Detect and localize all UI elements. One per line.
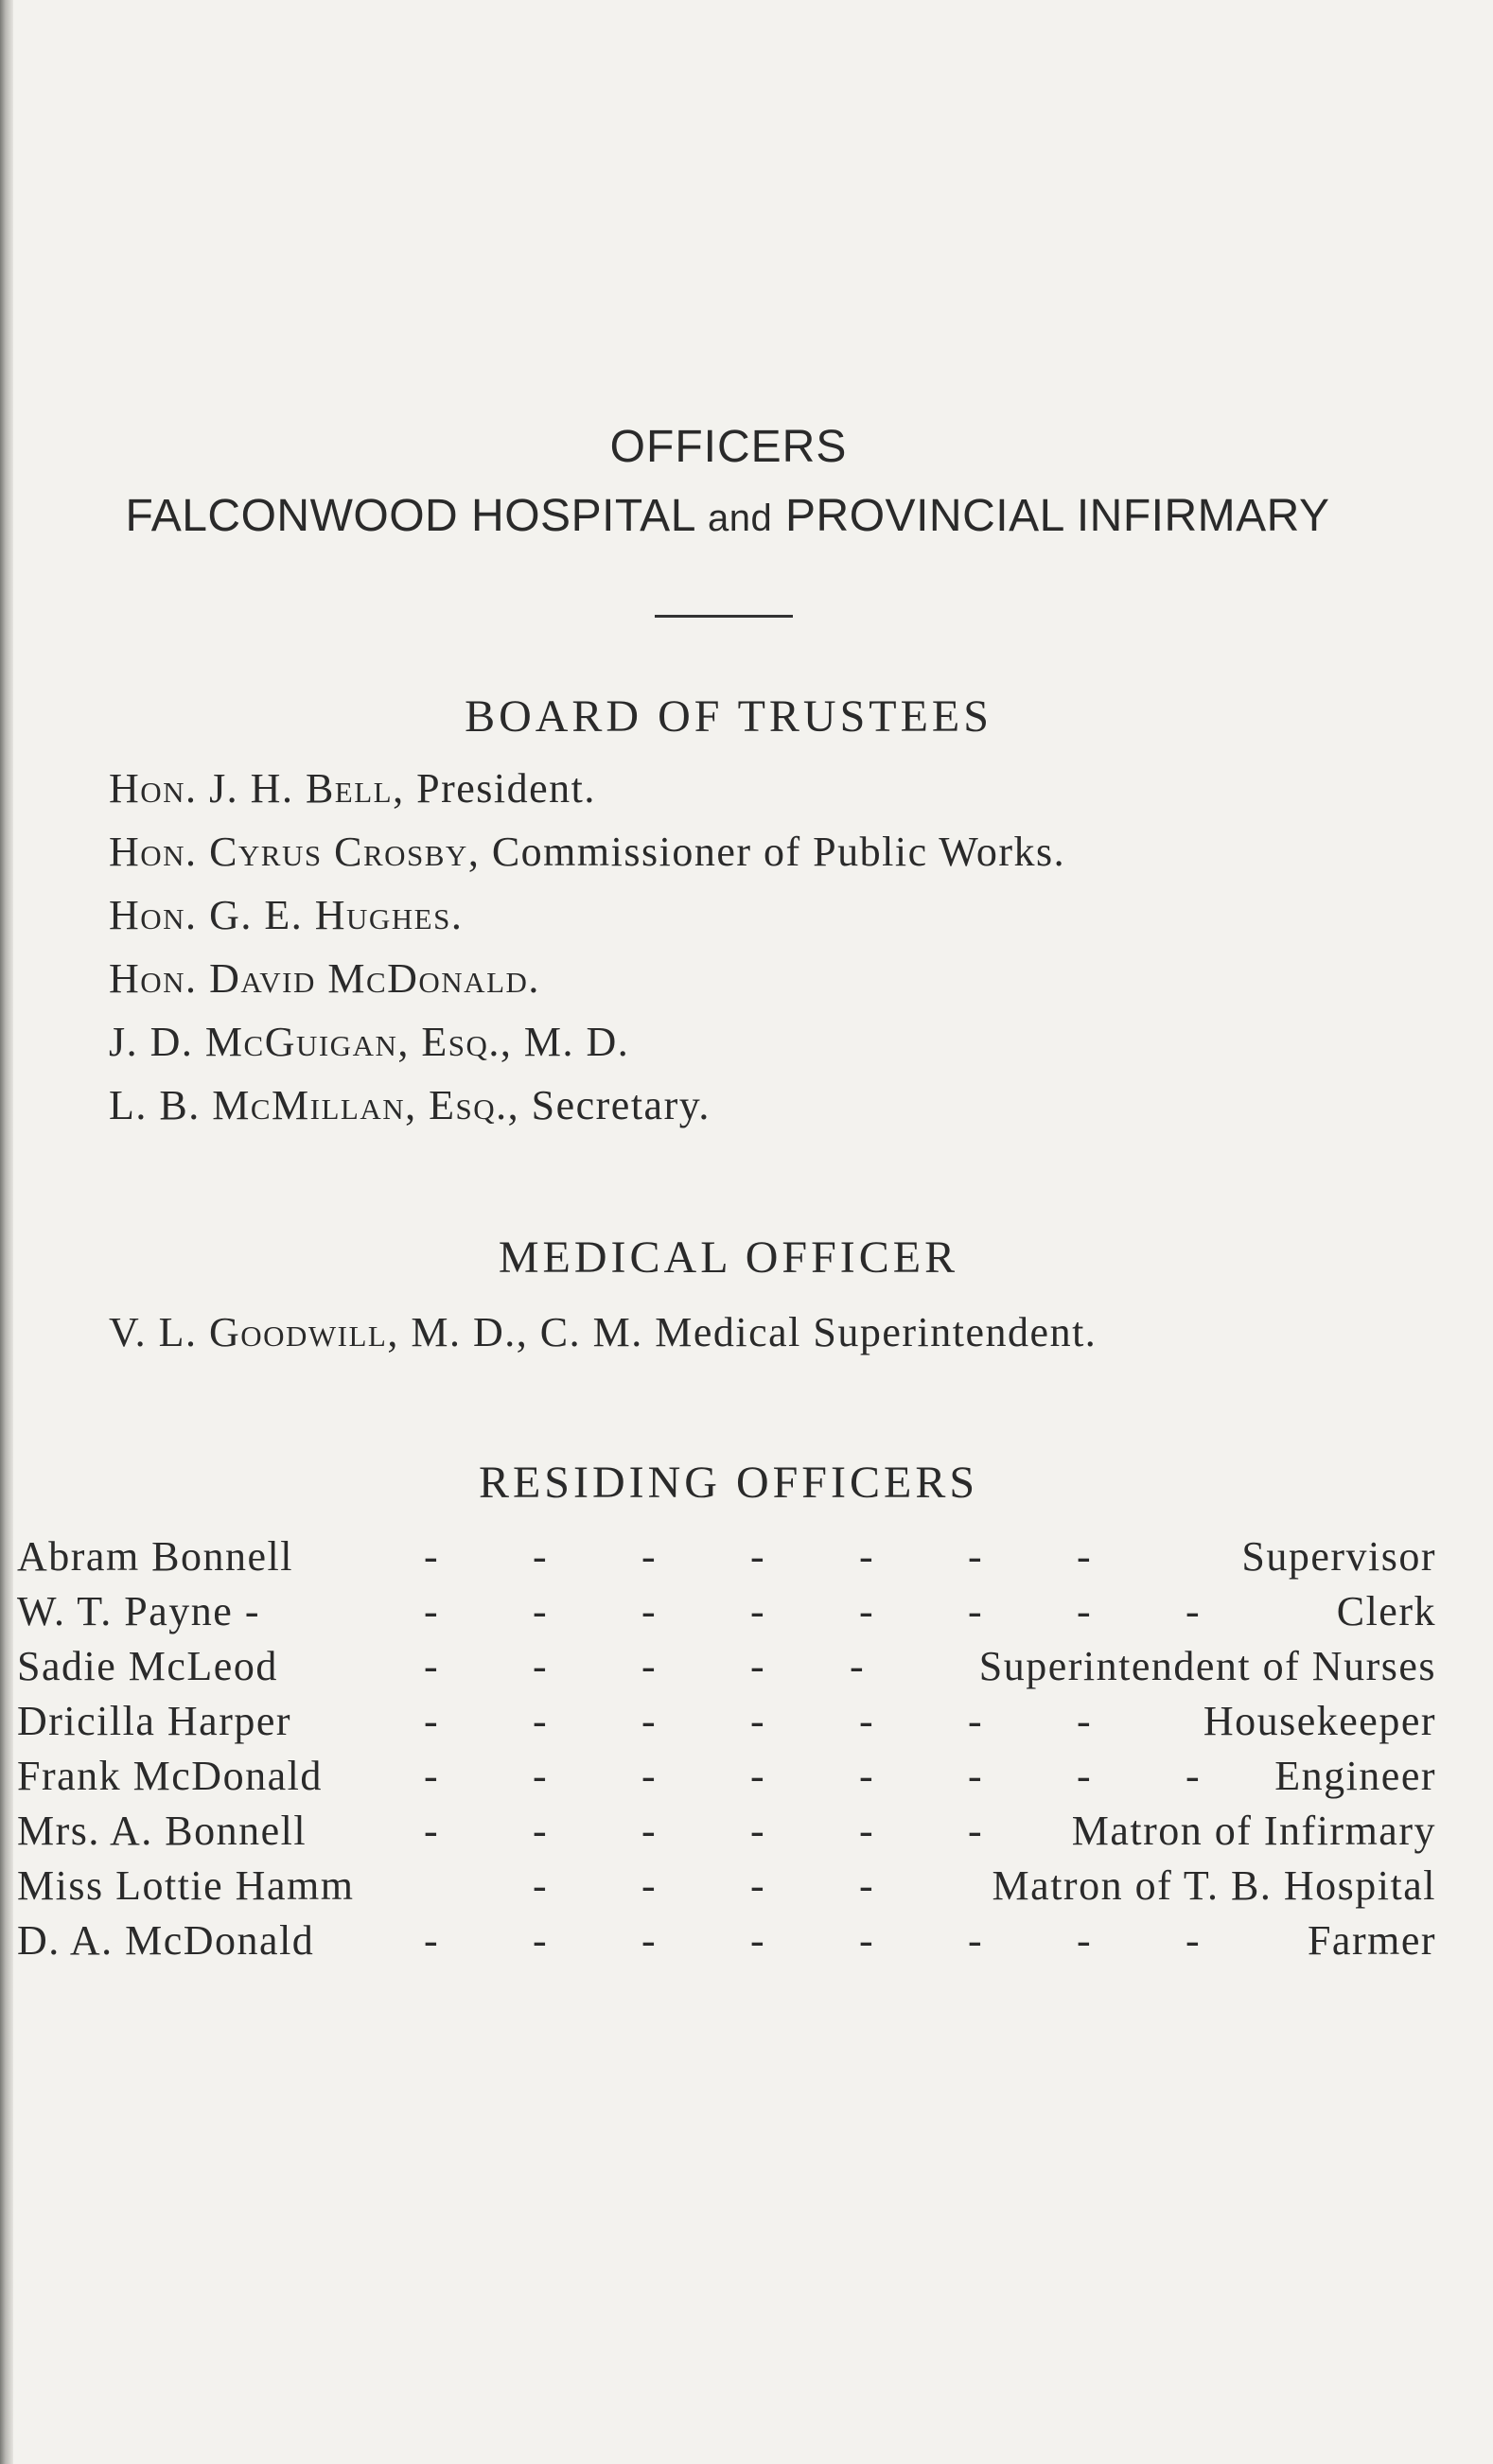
officer-role: Supervisor [1241,1533,1436,1580]
medical-heading: MEDICAL OFFICER [498,1232,959,1283]
officer-row: Mrs. A. Bonnell - - - - - - Matron of Infirmary [17,1808,1436,1854]
officer-role: Clerk [1336,1588,1436,1634]
officer-name: Mrs. A. Bonnell [17,1808,307,1854]
medical-officer-line: V. L. Goodwill, M. D., C. M. Medical Superintendent. [109,1309,1098,1355]
trustee-line: L. B. McMillan, Esq., Secretary. [109,1082,711,1128]
trustee-line: Hon. J. H. Bell, President. [109,765,596,812]
officer-role: Superintendent of Nurses [978,1643,1436,1689]
officer-role: Matron of Infirmary [1071,1808,1436,1854]
officer-row: Dricilla Harper - - - - - - - Housekeeper [17,1698,1436,1744]
officer-row: Miss Lottie Hamm - - - - Matron of T. B. Hospital [17,1862,1436,1909]
officer-name: W. T. Payne - [17,1588,260,1634]
trustee-line: Hon. G. E. Hughes. [109,892,464,938]
trustee-line: Hon. Cyrus Crosby, Commissioner of Public Works. [109,829,1066,875]
officer-name: D. A. McDonald [17,1917,315,1964]
page-subtitle [13,490,1442,542]
subtitle-and: and [707,498,773,539]
subtitle-part-b: PROVINCIAL INFIRMARY [772,491,1330,541]
officer-row: Sadie McLeod - - - - - Superintendent of Nurses [17,1643,1436,1689]
officer-role: Matron of T. B. Hospital [992,1862,1436,1909]
officer-name: Miss Lottie Hamm [17,1862,355,1909]
officer-role: Engineer [1274,1753,1436,1799]
officer-row: Abram Bonnell - - - - - - - Supervisor [17,1533,1436,1580]
officer-row: W. T. Payne - - - - - - - - - Clerk [17,1588,1436,1634]
officer-name: Abram Bonnell [17,1533,294,1580]
title-divider [655,615,793,618]
subtitle-part-a: FALCONWOOD HOSPITAL [125,491,708,541]
officer-row: D. A. McDonald - - - - - - - - Farmer [17,1917,1436,1964]
trustee-line: Hon. David McDonald. [109,955,540,1002]
trustee-line: J. D. McGuigan, Esq., M. D. [109,1019,630,1065]
officer-name: Dricilla Harper [17,1698,292,1744]
officer-role: Farmer [1307,1917,1436,1964]
officer-row: Frank McDonald - - - - - - - - Engineer [17,1753,1436,1799]
officer-name: Sadie McLeod [17,1643,278,1689]
board-heading: BOARD OF TRUSTEES [465,691,992,742]
officer-role: Housekeeper [1203,1698,1436,1744]
residing-heading: RESIDING OFFICERS [478,1458,979,1508]
page-title: OFFICERS [609,422,848,472]
officer-name: Frank McDonald [17,1753,323,1799]
